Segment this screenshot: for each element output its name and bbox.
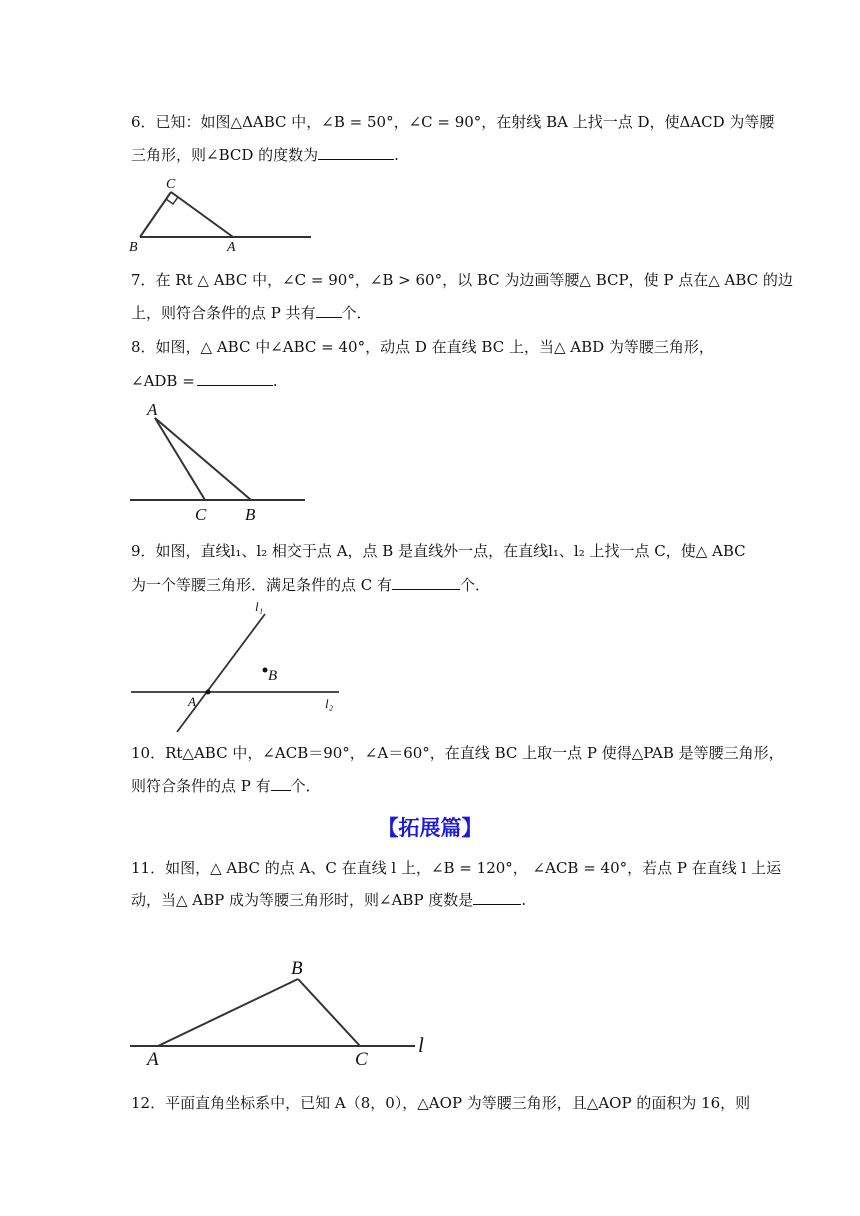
question-6-line-1: 6．已知：如图△ΔABC 中，∠B = 50°，∠C = 90°，在射线 BA 上找一点 D，使ΔACD 为等腰	[131, 113, 775, 131]
section-heading-extension: 【拓展篇】	[377, 816, 483, 840]
answer-blank	[473, 890, 521, 905]
question-11-line-2	[131, 890, 731, 910]
answer-blank	[271, 776, 291, 791]
label-A: A	[227, 240, 236, 254]
question-8-line-2	[131, 371, 731, 391]
label-B: B	[291, 958, 303, 979]
figure-q11	[125, 950, 435, 1075]
label-A: A	[188, 694, 196, 709]
question-8-line-1: 8．如图，△ ABC 中∠ABC = 40°，动点 D 在直线 BC 上，当△ ABD 为等腰三角形，	[131, 338, 714, 356]
label-B: B	[129, 240, 138, 254]
question-6-line-2	[131, 145, 731, 165]
question-10-end: 个．	[290, 777, 321, 795]
label-C: C	[355, 1049, 368, 1070]
question-6-end: .	[394, 146, 399, 164]
question-9-end: 个．	[460, 576, 491, 594]
label-C: C	[195, 505, 207, 524]
answer-blank	[197, 371, 273, 386]
label-l2: l₂	[325, 696, 334, 711]
question-8-text: ∠ADB =	[131, 372, 195, 390]
label-C: C	[166, 177, 176, 192]
question-7-line-2	[131, 303, 731, 323]
figure-q8	[125, 396, 315, 526]
question-8-end: .	[272, 372, 278, 390]
question-11-text: 动，当△ ABP 成为等腰三角形时，则∠ABP 度数是	[131, 891, 474, 909]
question-9-text: 为一个等腰三角形．满足条件的点 C 有	[131, 576, 393, 594]
answer-blank	[316, 303, 342, 318]
question-6-text: 三角形，则∠BCD 的度数为	[131, 146, 319, 164]
answer-blank	[392, 575, 460, 590]
figure-q6	[125, 172, 315, 254]
label-l: l	[418, 1033, 424, 1057]
label-l1: l₁	[255, 599, 264, 614]
answer-blank	[318, 145, 394, 160]
question-7-text: 上，则符合条件的点 P 共有	[131, 304, 316, 322]
figure-q9	[125, 598, 345, 740]
question-10-line-2	[131, 776, 731, 796]
question-11-line-1: 11．如图，△ ABC 的点 A、C 在直线 l 上，∠B = 120°， ∠ACB = 40°，若点 P 在直线 l 上运	[131, 859, 782, 877]
question-9-line-2	[131, 575, 731, 595]
question-9-line-1: 9．如图，直线l₁、l₂ 相交于点 A，点 B 是直线外一点，在直线l₁、l₂ 上找一点 C，使△ ABC	[131, 542, 746, 560]
question-12-line-1: 12．平面直角坐标系中，已知 A（8，0），△AOP 为等腰三角形，且△AOP 的面积为 16，则	[131, 1094, 751, 1112]
question-7-end: 个．	[341, 304, 372, 322]
label-B: B	[245, 505, 256, 524]
question-11-end: .	[521, 891, 527, 909]
label-A: A	[147, 400, 158, 419]
question-10-line-1: 10．Rt△ABC 中，∠ACB＝90°，∠A＝60°，在直线 BC 上取一点 P 使得△PAB 是等腰三角形，	[131, 744, 784, 762]
label-B: B	[268, 668, 278, 684]
question-10-text: 则符合条件的点 P 有	[131, 777, 271, 795]
label-A: A	[147, 1049, 159, 1070]
question-7-line-1: 7．在 Rt △ ABC 中，∠C = 90°，∠B > 60°，以 BC 为边画等腰△ BCP，使 P 点在△ ABC 的边	[131, 271, 793, 289]
